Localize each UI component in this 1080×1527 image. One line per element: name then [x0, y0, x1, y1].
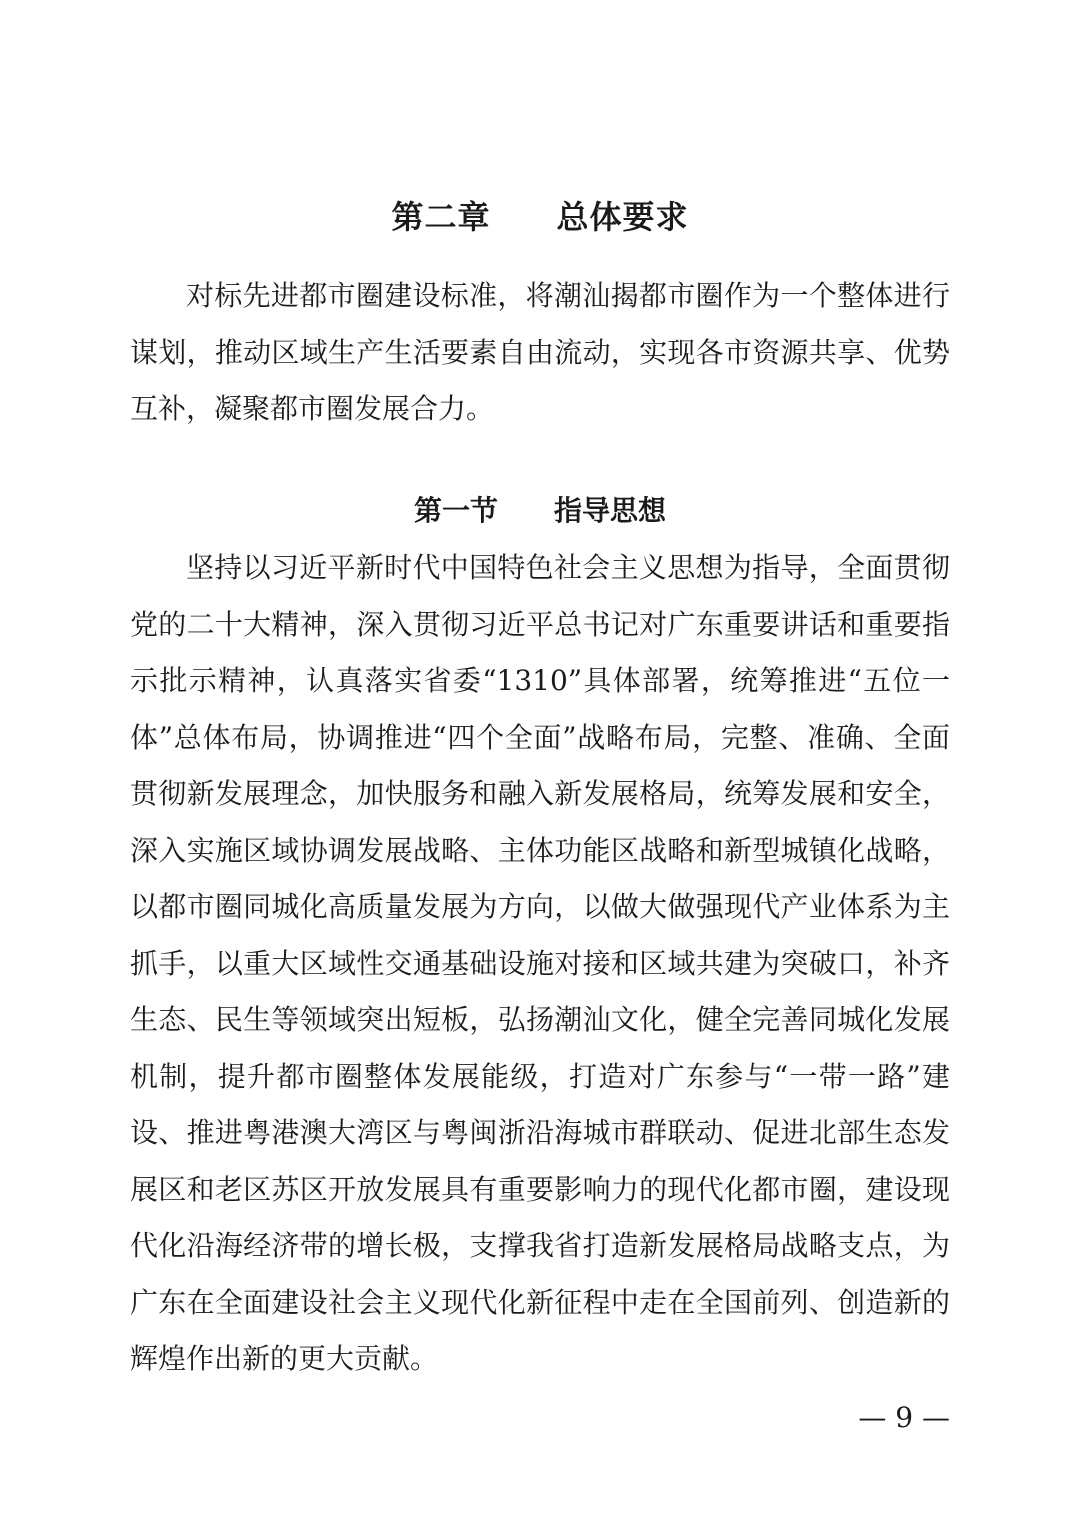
chapter-title: 第二章 总体要求 [391, 198, 689, 237]
guiding-thought-paragraph: 坚持以习近平新时代中国特色社会主义思想为指导，全面贯彻党的二十大精神，深入贯彻习近平总书记对广东重要讲话和重要指示批示精神，认真落实省委“1310”具体部署，统筹推进“五位一体”总体布局，协调推进“四个全面”战略布局，完整、准确、全面贯彻新发展理念，加快服务和融入新发展格局，统筹发展和安全，深入实施区域协调发展战略、主体功能区战略和新型城镇化战略，以都市圈同城化高质量发展为方向，以做大做强现代产业体系为主抓手，以重大区域性交通基础设施对接和区域共建为突破口，补齐生态、民生等领域突出短板，弘扬潮汕文化，健全完善同城化发展机制，提升都市圈整体发展能级，打造对广东参与“一带一路”建设、推进粤港澳大湾区与粤闽浙沿海城市群联动、促进北部生态发展区和老区苏区开放发展具有重要影响力的现代化都市圈，建设现代化沿海经济带的增长极，支撑我省打造新发展格局战略支点，为广东在全面建设社会主义现代化新征程中走在全国前列、创造新的辉煌作出新的更大贡献。 [130, 551, 950, 1375]
intro-paragraph: 对标先进都市圈建设标准，将潮汕揭都市圈作为一个整体进行谋划，推动区域生产生活要素自由流动，实现各市资源共享、优势互补，凝聚都市圈发展合力。 [130, 279, 950, 425]
page-number: — 9 — [858, 1401, 950, 1434]
section-title: 第一节 指导思想 [413, 494, 666, 528]
